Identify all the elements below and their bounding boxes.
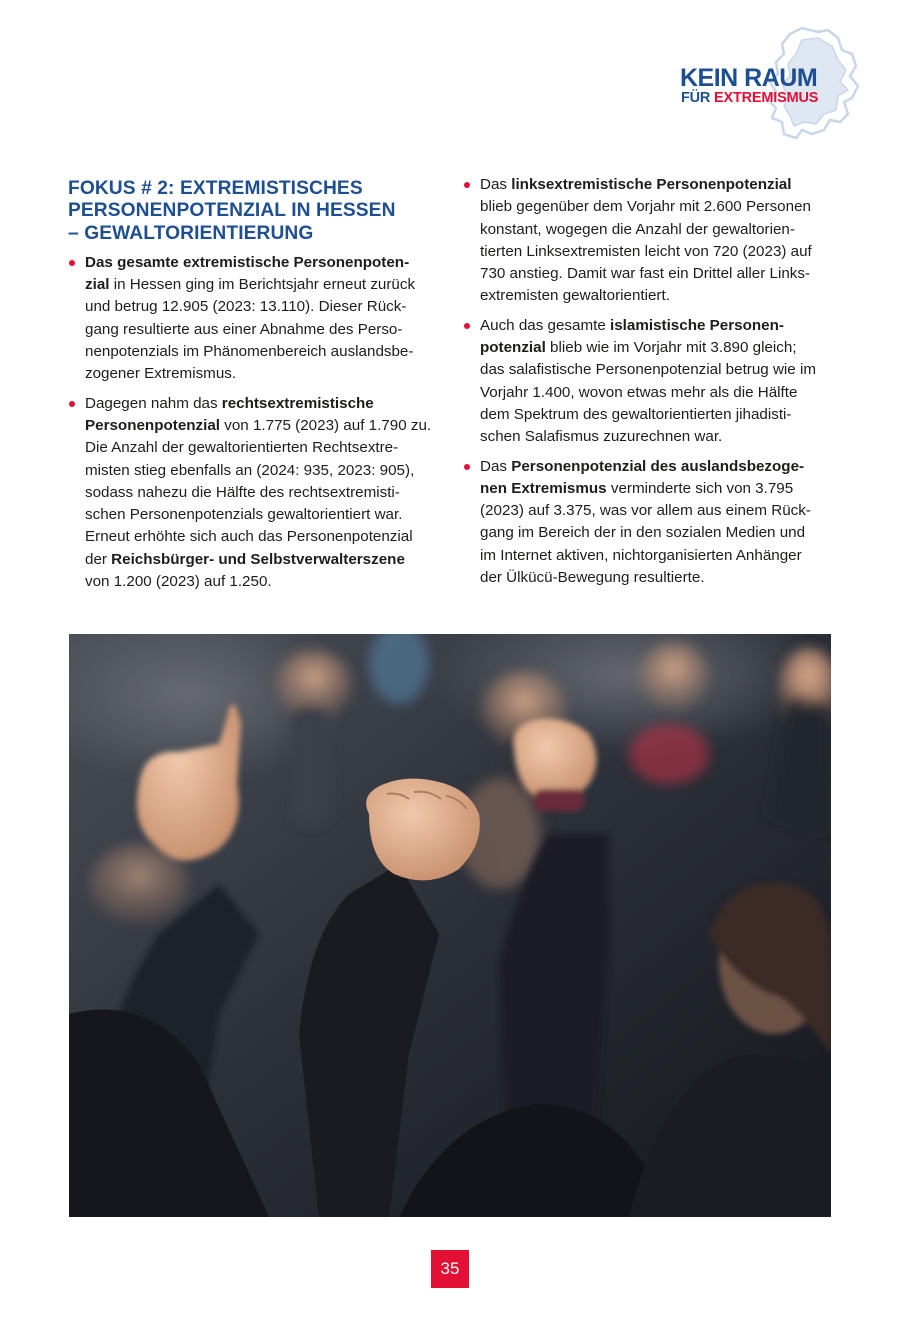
- text-line: [85, 252, 440, 274]
- bullet-item: [463, 174, 835, 308]
- left-column: [68, 178, 440, 600]
- text-segment: das salafistische Personenpotenzial betrug wie im: [480, 361, 816, 379]
- text-line: [480, 263, 835, 285]
- bold-text: rechtsextremistische: [221, 394, 374, 412]
- text-segment: Vorjahr 1.400, wovon etwas mehr als die Hälfte: [480, 383, 798, 401]
- left-bullet-list: [68, 252, 440, 593]
- text-segment: verminderte sich von 3.795: [606, 479, 794, 497]
- text-segment: Das: [480, 176, 512, 193]
- text-segment: von 1.200 (2023) auf 1.250.: [85, 573, 272, 591]
- heading-line-3: – GEWALTORIENTIERUNG: [68, 222, 314, 244]
- bullet-dot-icon: [69, 401, 75, 407]
- text-segment: und betrug 12.905 (2023: 13.110). Dieser Rück-: [85, 298, 407, 316]
- text-segment: schen Personenpotenzials gewaltorientiert war.: [85, 506, 403, 524]
- text-line: [480, 285, 835, 307]
- bullet-dot-icon: [464, 464, 470, 470]
- section-heading: [68, 178, 440, 245]
- text-line: [480, 426, 835, 448]
- crowd-photo-illustration: [69, 634, 831, 1217]
- bold-text: linksextremistische Personenpotenzial: [511, 176, 792, 193]
- text-segment: schen Salafismus zuzurechnen war.: [480, 428, 723, 446]
- text-segment: 730 anstieg. Damit war fast ein Drittel aller Links-: [480, 265, 811, 283]
- logo-subtitle-word2: EXTREMISMUS: [714, 90, 819, 106]
- text-segment: Dagegen nahm das: [85, 394, 222, 412]
- right-bullet-list: [463, 174, 835, 589]
- logo-title: KEIN RAUM: [680, 64, 818, 92]
- text-line: [85, 393, 440, 415]
- text-segment: gang im Bereich der in den sozialen Medien und: [480, 524, 806, 542]
- bullet-dot-icon: [69, 260, 75, 266]
- bullet-item: [68, 252, 440, 386]
- text-segment: in Hessen ging im Berichtsjahr erneut zurück: [109, 276, 416, 294]
- text-line: [480, 500, 835, 522]
- text-line: [85, 571, 440, 593]
- text-segment: Auch das gesamte: [480, 316, 611, 334]
- bullet-item: [463, 456, 835, 590]
- text-line: [85, 341, 440, 363]
- text-line: [85, 504, 440, 526]
- text-segment: Erneut erhöhte sich auch das Personenpotenzial: [85, 528, 413, 546]
- text-line: [480, 241, 835, 263]
- text-segment: (2023) auf 3.375, was vor allem aus einem Rück-: [480, 502, 811, 520]
- text-line: [480, 196, 835, 218]
- right-column: [463, 174, 835, 596]
- text-line: [480, 456, 835, 478]
- text-segment: nenpotenzials im Phänomenbereich auslandsbe-: [85, 343, 414, 361]
- text-line: [85, 415, 440, 437]
- text-line: [85, 526, 440, 548]
- text-line: [480, 337, 835, 359]
- text-line: [85, 549, 440, 571]
- text-line: [85, 437, 440, 459]
- text-line: [480, 219, 835, 241]
- page-number: 35: [431, 1250, 469, 1288]
- text-segment: blieb wie im Vorjahr mit 3.890 gleich;: [545, 339, 797, 357]
- text-segment: Das: [480, 457, 512, 475]
- text-segment: tierten Linksextremisten leicht von 720 (2023) auf: [480, 242, 812, 260]
- bullet-item: [68, 393, 440, 594]
- bold-text: zial: [85, 276, 110, 294]
- text-line: [85, 363, 440, 385]
- heading-line-2: PERSONENPOTENZIAL IN HESSEN: [68, 200, 396, 222]
- text-segment: blieb gegenüber dem Vorjahr mit 2.600 Personen: [480, 198, 811, 216]
- text-line: [480, 315, 835, 337]
- text-segment: der: [85, 550, 112, 568]
- bold-text: gesamte extremistische Personenpoten-: [117, 253, 410, 271]
- text-line: [480, 382, 835, 404]
- bold-text: Das: [85, 253, 118, 271]
- text-segment: zogener Extremismus.: [85, 365, 237, 383]
- text-segment: dem Spektrum des gewaltorientierten jihadisti-: [480, 405, 792, 423]
- bullet-item: [463, 315, 835, 449]
- text-line: [480, 478, 835, 500]
- raised-fists-crowd-photo: [69, 634, 831, 1217]
- text-line: [480, 359, 835, 381]
- text-segment: der Ülkücü-Bewegung resultierte.: [480, 569, 705, 587]
- bold-text: Personenpotenzial des auslandsbezoge-: [511, 457, 805, 475]
- bullet-dot-icon: [464, 182, 470, 188]
- text-segment: im Internet aktiven, nichtorganisierten Anhänger: [480, 546, 802, 564]
- bold-text: Reichsbürger- und Selbstverwalterszene: [111, 550, 405, 568]
- bold-text: islamistische Personen-: [610, 316, 784, 334]
- text-line: [85, 482, 440, 504]
- text-segment: sodass nahezu die Hälfte des rechtsextremisti-: [85, 483, 400, 501]
- text-line: [85, 460, 440, 482]
- text-line: [85, 319, 440, 341]
- text-line: [480, 522, 835, 544]
- text-line: [480, 567, 835, 589]
- bold-text: potenzial: [480, 339, 546, 357]
- text-line: [480, 545, 835, 567]
- text-line: [85, 296, 440, 318]
- text-line: [480, 174, 835, 196]
- logo-subtitle-word1: FÜR: [681, 90, 711, 106]
- logo-subtitle: [681, 90, 818, 106]
- text-line: [85, 274, 440, 296]
- text-segment: Die Anzahl der gewaltorientierten Rechtsextre-: [85, 439, 399, 457]
- text-segment: misten stieg ebenfalls an (2024: 935, 2023: 905),: [85, 461, 415, 479]
- heading-line-1: FOKUS # 2: EXTREMISTISCHES: [68, 178, 363, 199]
- text-segment: konstant, wogegen die Anzahl der gewaltorien-: [480, 220, 795, 238]
- text-segment: extremisten gewaltorientiert.: [480, 287, 670, 305]
- bold-text: Personenpotenzial: [85, 416, 221, 434]
- kein-raum-logo: [672, 26, 862, 142]
- text-segment: gang resultierte aus einer Abnahme des Perso-: [85, 320, 403, 338]
- bold-text: nen Extremismus: [480, 479, 607, 497]
- text-segment: von 1.775 (2023) auf 1.790 zu.: [220, 416, 432, 434]
- text-line: [480, 404, 835, 426]
- bullet-dot-icon: [464, 323, 470, 329]
